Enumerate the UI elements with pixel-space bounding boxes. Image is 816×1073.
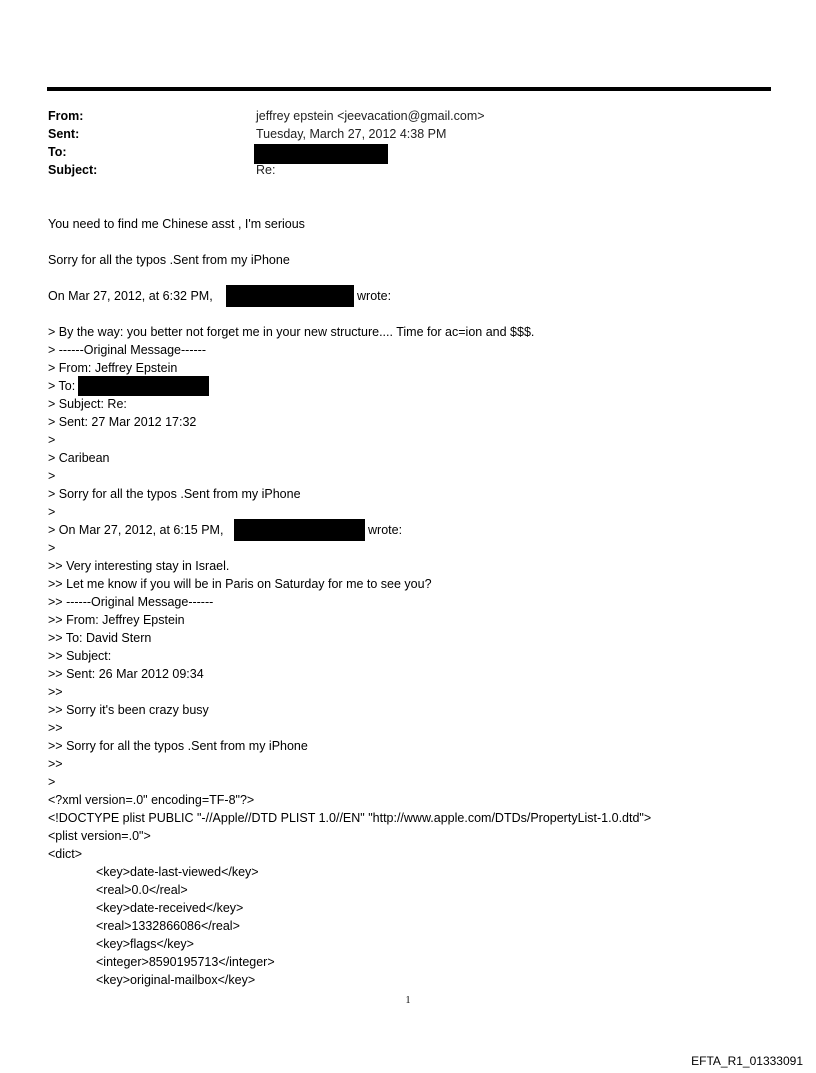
sent-label: Sent: — [48, 127, 80, 141]
to-label: To: — [48, 145, 67, 159]
quote-line: > Caribean — [48, 451, 110, 465]
xml-line: <integer>8590195713</integer> — [96, 955, 275, 969]
sent-value: Tuesday, March 27, 2012 4:38 PM — [256, 127, 447, 141]
quote-line: > — [48, 505, 56, 519]
nested-quote-line: >> Very interesting stay in Israel. — [48, 559, 230, 573]
xml-line: <dict> — [48, 847, 83, 861]
body-line: wrote: — [357, 289, 392, 303]
nested-quote-line: >> Sent: 26 Mar 2012 09:34 — [48, 667, 204, 681]
xml-line: <key>date-received</key> — [96, 901, 244, 915]
nested-quote-line: >> Sorry for all the typos .Sent from my iPhone — [48, 739, 308, 753]
quote-line: > By the way: you better not forget me in your new structure.... Time for ac=ion and $$$. — [48, 325, 535, 339]
nested-quote-line: >> Sorry it's been crazy busy — [48, 703, 209, 717]
nested-quote-line: >> — [48, 721, 63, 735]
quote-line: > From: Jeffrey Epstein — [48, 361, 178, 375]
quote-line: > Subject: Re: — [48, 397, 127, 411]
subject-label: Subject: — [48, 163, 98, 177]
quote-to-redaction — [78, 376, 209, 396]
quote-line: > Sorry for all the typos .Sent from my iPhone — [48, 487, 301, 501]
xml-line: <!DOCTYPE plist PUBLIC "-//Apple//DTD PLIST 1.0//EN" "http://www.apple.com/DTDs/PropertyList-1.0.dtd"> — [48, 811, 652, 825]
quote-line: > ------Original Message------ — [48, 343, 206, 357]
quote-sender-redaction — [234, 519, 365, 541]
xml-line: <key>flags</key> — [96, 937, 194, 951]
body-line: On Mar 27, 2012, at 6:32 PM, — [48, 289, 213, 303]
nested-quote-line: >> — [48, 685, 63, 699]
body-line: You need to find me Chinese asst , I'm serious — [48, 217, 305, 231]
xml-line: <key>original-mailbox</key> — [96, 973, 256, 987]
nested-quote-line: >> From: Jeffrey Epstein — [48, 613, 185, 627]
from-label: From: — [48, 109, 84, 123]
quote-line: > — [48, 433, 56, 447]
xml-line: <real>1332866086</real> — [96, 919, 240, 933]
xml-line: <key>date-last-viewed</key> — [96, 865, 259, 879]
sender-redaction — [226, 285, 354, 307]
from-value: jeffrey epstein <jeevacation@gmail.com> — [256, 109, 485, 123]
document-id: EFTA_R1_01333091 — [691, 1054, 803, 1068]
xml-line: <?xml version=.0" encoding=TF-8"?> — [48, 793, 255, 807]
body-line: Sorry for all the typos .Sent from my iPhone — [48, 253, 290, 267]
xml-line: <real>0.0</real> — [96, 883, 188, 897]
nested-quote-line: >> Let me know if you will be in Paris on Saturday for me to see you? — [48, 577, 432, 591]
quote-line: wrote: — [368, 523, 403, 537]
quote-line: > — [48, 541, 56, 555]
xml-line: <plist version=.0"> — [48, 829, 151, 843]
quote-line: > To: — [48, 379, 76, 393]
header-divider — [47, 87, 771, 91]
quote-line: > Sent: 27 Mar 2012 17:32 — [48, 415, 197, 429]
quote-line: > — [48, 469, 56, 483]
nested-quote-line: >> ------Original Message------ — [48, 595, 214, 609]
page-number: 1 — [405, 995, 411, 1006]
nested-quote-line: > — [48, 775, 56, 789]
nested-quote-line: >> To: David Stern — [48, 631, 152, 645]
subject-value: Re: — [256, 163, 276, 177]
nested-quote-line: >> Subject: — [48, 649, 112, 663]
quote-line: > On Mar 27, 2012, at 6:15 PM, — [48, 523, 224, 537]
nested-quote-line: >> — [48, 757, 63, 771]
